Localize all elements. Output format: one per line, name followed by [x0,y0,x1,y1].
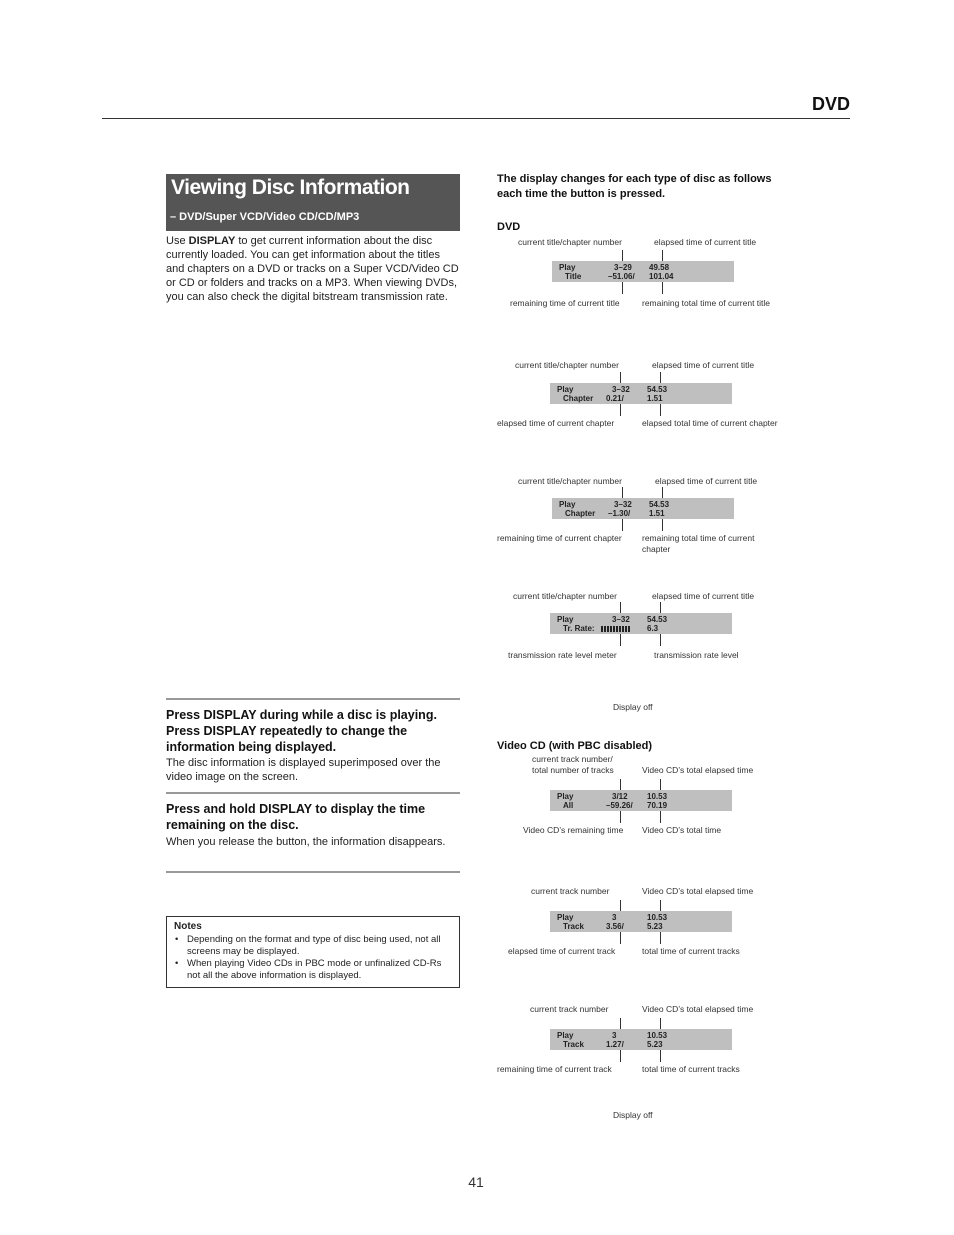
notes-box [166,916,460,988]
vcd-section-title: Video CD (with PBC disabled) [497,740,653,752]
osd-row1-cell: Play [557,385,574,394]
intro-paragraph [166,234,460,304]
pointer-line [622,519,623,531]
label-bottom-right: transmission rate level [654,650,739,660]
osd-row2-cell: 6.3 [647,624,659,633]
intro-keyword: DISPLAY [188,235,236,247]
osd-row1-cell: Play [557,615,574,624]
osd-row1-cell: 3–32 [614,500,632,509]
vcd-display-off: Display off [613,1110,653,1120]
osd-row2-cell: 5.23 [647,922,663,931]
pointer-line [620,1050,621,1062]
osd-row2-cell: –51.06/ [608,272,635,281]
pointer-line [660,900,661,911]
osd-row1-cell: 3 [612,913,617,922]
osd-screen [550,613,732,634]
osd-screen [550,1029,732,1050]
osd-row2-cell: All [563,801,574,810]
page-number: 41 [468,1174,484,1190]
osd-row1-cell: 3 [612,1031,617,1040]
osd-row1-cell: 54.53 [649,500,670,509]
label-bottom-left: elapsed time of current chapter [497,418,615,428]
label-top-right: Video CD’s total elapsed time [642,765,754,775]
pointer-line [660,602,661,613]
pointer-line [620,372,621,383]
osd-row2-cell: Chapter [563,394,594,403]
pointer-line [620,900,621,911]
pointer-line [620,404,621,416]
notes-list [174,934,454,982]
step1-body: The disc information is displayed superimposed over the video image on the screen. [166,757,441,783]
osd-screen [550,790,732,811]
label-bottom-right: total time of current tracks [642,1064,740,1074]
label-top-right: elapsed time of current title [655,476,758,486]
label-top-right: Video CD’s total elapsed time [642,1004,754,1014]
osd-row1-cell: 54.53 [647,385,668,394]
step2-body: When you release the button, the information disappears. [166,836,446,848]
label-top-left: current track number/ total number of tracks [532,754,614,775]
osd-row2-cell: 1.51 [649,509,665,518]
osd-row1-cell: 3–29 [614,263,632,272]
label-top-left: current title/chapter number [518,476,622,486]
page-subtitle: – DVD/Super VCD/Video CD/CD/MP3 [170,211,360,223]
pointer-line [662,487,663,498]
osd-row2-cell: 0.21/ [606,394,624,403]
label-top-left: current title/chapter number [515,360,619,370]
divider [166,871,460,873]
label-top-left: current title/chapter number [513,591,617,601]
label-top-right: elapsed time of current title [652,360,755,370]
osd-screen [552,261,734,282]
pointer-line [622,282,623,294]
label-bottom-left: remaining time of current chapter [497,533,622,543]
osd-screen [550,911,732,932]
osd-row2-cell: –1.30/ [608,509,631,518]
pointer-line [660,932,661,944]
osd-row1-cell: Play [557,792,574,801]
osd-row2-cell: 101.04 [649,272,674,281]
osd-row1-cell: 49.58 [649,263,670,272]
osd-row1-cell: Play [557,913,574,922]
pointer-line [622,487,623,498]
osd-row1-cell: 10.53 [647,792,668,801]
divider [166,698,460,700]
note-item: • Depending on the format and type of disc being used, not all screens may be displayed. [174,934,454,958]
pointer-line [660,634,661,646]
label-bottom-left: transmission rate level meter [508,650,617,660]
osd-row2-cell: 5.23 [647,1040,663,1049]
osd-row1-cell: 10.53 [647,913,668,922]
osd-row1-cell: Play [557,1031,574,1040]
label-bottom-right: Video CD’s total time [642,825,722,835]
label-bottom-right: remaining total time of current chapter [642,533,755,554]
step1-heading: Press DISPLAY during while a disc is playing. Press DISPLAY repeatedly to change the information being displayed. [166,708,437,754]
notes-title: Notes [174,921,202,932]
osd-row1-cell: 3–32 [612,615,630,624]
label-bottom-left: elapsed time of current track [508,946,616,956]
pointer-line [662,519,663,531]
page-title: Viewing Disc Information [171,176,410,199]
pointer-line [662,250,663,261]
osd-row2-cell: Chapter [565,509,596,518]
osd-screen [550,383,732,404]
pointer-line [660,811,661,823]
osd-row1-cell: 3–32 [612,385,630,394]
label-top-left: current track number [530,1004,609,1014]
label-bottom-right: remaining total time of current title [642,298,771,308]
label-top-right: elapsed time of current title [652,591,755,601]
pointer-line [660,372,661,383]
pointer-line [620,811,621,823]
osd-row2-cell: Title [565,272,582,281]
osd-row2-cell: 1.51 [647,394,663,403]
pointer-line [662,282,663,294]
header-rule [102,118,850,119]
note-item: • When playing Video CDs in PBC mode or unfinalized CD-Rs not all the above information is displayed. [174,958,454,982]
display-intro: The display changes for each type of disc as follows each time the button is pressed. [497,173,772,200]
dvd-section-title: DVD [497,221,521,233]
osd-row1-cell: 10.53 [647,1031,668,1040]
pointer-line [660,1018,661,1029]
osd-row2-cell: Track [563,1040,584,1049]
pointer-line [620,602,621,613]
osd-row2-cell: –59.26/ [606,801,633,810]
pointer-line [620,779,621,790]
intro-pre: Use [166,235,189,247]
pointer-line [620,932,621,944]
label-top-left: current track number [531,886,610,896]
osd-row1-cell: Play [559,263,576,272]
label-top-right: Video CD’s total elapsed time [642,886,754,896]
dvd-display-off: Display off [613,702,653,712]
osd-row2-cell: 1.27/ [606,1040,624,1049]
pointer-line [620,1018,621,1029]
osd-screen [552,498,734,519]
label-top-right: elapsed time of current title [654,237,757,247]
osd-row1-cell: Play [559,500,576,509]
osd-row2-cell: 70.19 [647,801,668,810]
label-bottom-left: Video CD’s remaining time [523,825,624,835]
osd-row1-cell: 54.53 [647,615,668,624]
osd-row2-cell: 3.56/ [606,922,624,931]
pointer-line [660,1050,661,1062]
pointer-line [620,634,621,646]
rate-meter-icon [601,626,631,632]
divider [166,792,460,794]
pointer-line [622,250,623,261]
label-bottom-left: remaining time of current title [510,298,620,308]
label-top-left: current title/chapter number [518,237,622,247]
label-bottom-right: total time of current tracks [642,946,740,956]
intro-post: to get current information about the disc currently loaded. You can get information about the titles and chapters on a DVD or tracks on a Super VCD/Video CD or CD or folders and tracks on a MP3. When viewing DVDs, you can also check the digital bitstream transmission rate. [166,235,459,303]
osd-row2-cell: Track [563,922,584,931]
section-tag: DVD [811,94,850,114]
title-banner [166,174,460,231]
pointer-line [660,779,661,790]
step2-heading: Press and hold DISPLAY to display the time remaining on the disc. [166,802,426,832]
label-bottom-left: remaining time of current track [497,1064,612,1074]
osd-row1-cell: 3/12 [612,792,628,801]
label-bottom-right: elapsed total time of current chapter [642,418,778,428]
pointer-line [660,404,661,416]
osd-row2-cell: Tr. Rate: [563,624,595,633]
